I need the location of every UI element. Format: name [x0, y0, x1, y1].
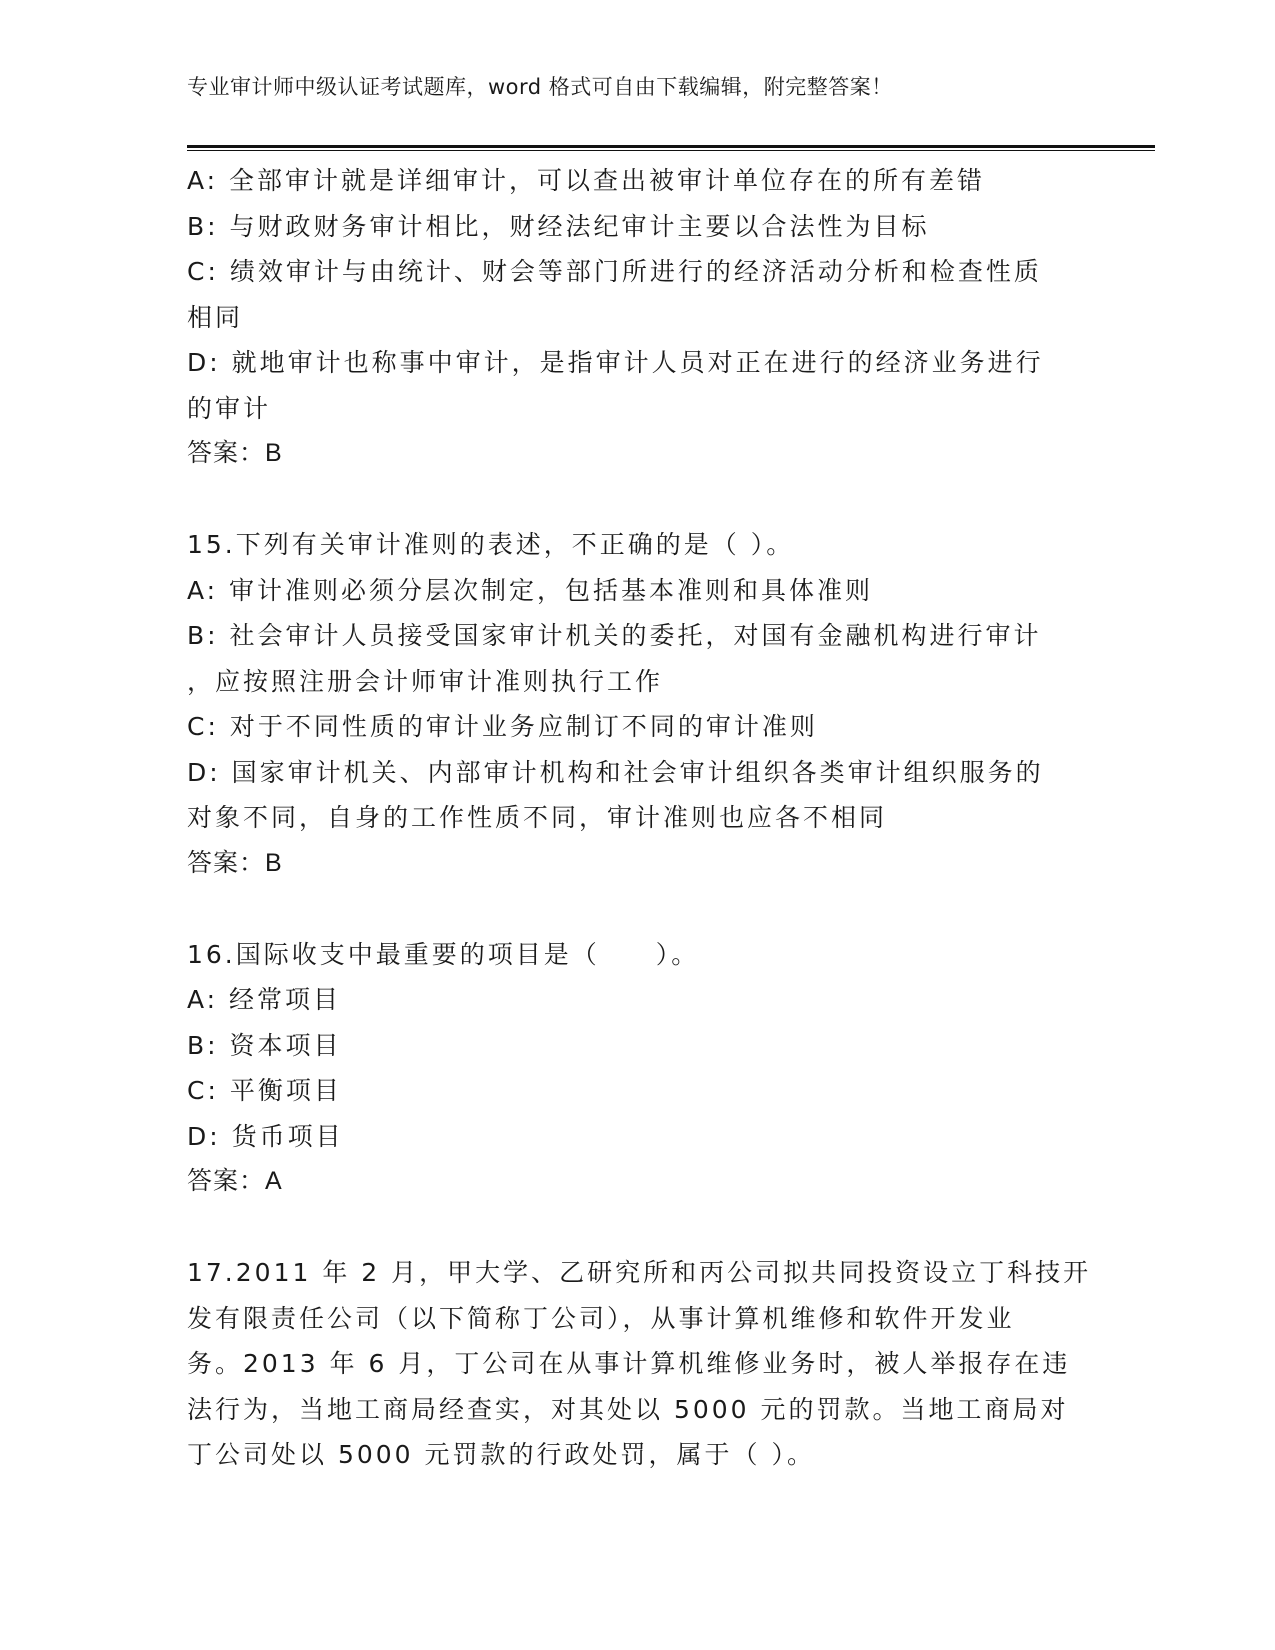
- question-stem: 发有限责任公司（以下简称丁公司），从事计算机维修和软件开发业: [187, 1303, 1015, 1333]
- page-header: 专业审计师中级认证考试题库，word 格式可自由下载编辑，附完整答案！: [187, 75, 893, 99]
- question-stem: 丁公司处以 5000 元罚款的行政处罚，属于（ ）。: [187, 1440, 815, 1469]
- option-line: D: 货币项目: [187, 1121, 344, 1151]
- header-rule-thick: [187, 145, 1155, 148]
- option-line: C: 对于不同性质的审计业务应制订不同的审计准则: [187, 712, 818, 741]
- block-gap: [187, 1205, 1087, 1251]
- question-block: [187, 1250, 1092, 1478]
- option-line: B: 社会审计人员接受国家审计机关的委托，对国有金融机构进行审计: [187, 621, 1042, 650]
- option-line: C: 绩效审计与由统计、财会等部门所进行的经济活动分析和检查性质: [187, 257, 1042, 286]
- block-gap: [187, 477, 1087, 523]
- option-line: D: 国家审计机关、内部审计机构和社会审计组织各类审计组织服务的: [187, 757, 1044, 787]
- option-line: 对象不同，自身的工作性质不同，审计准则也应各不相同: [187, 803, 888, 832]
- option-line: C: 平衡项目: [187, 1076, 342, 1105]
- question-stem: 法行为，当地工商局经查实，对其处以 5000 元的罚款。当地工商局对: [187, 1394, 1069, 1424]
- question-block: [187, 158, 1087, 477]
- question-stem: 16.国际收支中最重要的项目是（ ）。: [187, 939, 700, 969]
- question-stem: 15.下列有关审计准则的表述，不正确的是（ ）。: [187, 530, 795, 559]
- option-line: B: 与财政财务审计相比，财经法纪审计主要以合法性为目标: [187, 211, 930, 241]
- option-line: D: 就地审计也称事中审计，是指审计人员对正在进行的经济业务进行: [187, 348, 1044, 377]
- option-line: A: 经常项目: [187, 985, 342, 1014]
- block-gap: [187, 886, 1087, 932]
- answer-line: 答案：B: [187, 848, 283, 877]
- option-line: ，应按照注册会计师审计准则执行工作: [187, 666, 664, 696]
- question-stem: 务。2013 年 6 月，丁公司在从事计算机维修业务时，被人举报存在违: [187, 1349, 1071, 1378]
- answer-line: 答案：B: [187, 439, 283, 467]
- option-line: 的审计: [187, 393, 272, 423]
- option-line: A: 全部审计就是详细审计，可以查出被审计单位存在的所有差错: [187, 166, 986, 195]
- question-block: [187, 932, 1087, 1205]
- question-stem: 17.2011 年 2 月，甲大学、乙研究所和丙公司拟共同投资设立丁科技开: [187, 1258, 1092, 1287]
- option-line: A: 审计准则必须分层次制定，包括基本准则和具体准则: [187, 575, 874, 605]
- option-line: B: 资本项目: [187, 1030, 342, 1060]
- header-rule-thin: [187, 150, 1155, 151]
- question-block: [187, 522, 1087, 886]
- answer-line: 答案：A: [187, 1167, 283, 1195]
- question-content: [187, 158, 1092, 1478]
- option-line: 相同: [187, 302, 244, 332]
